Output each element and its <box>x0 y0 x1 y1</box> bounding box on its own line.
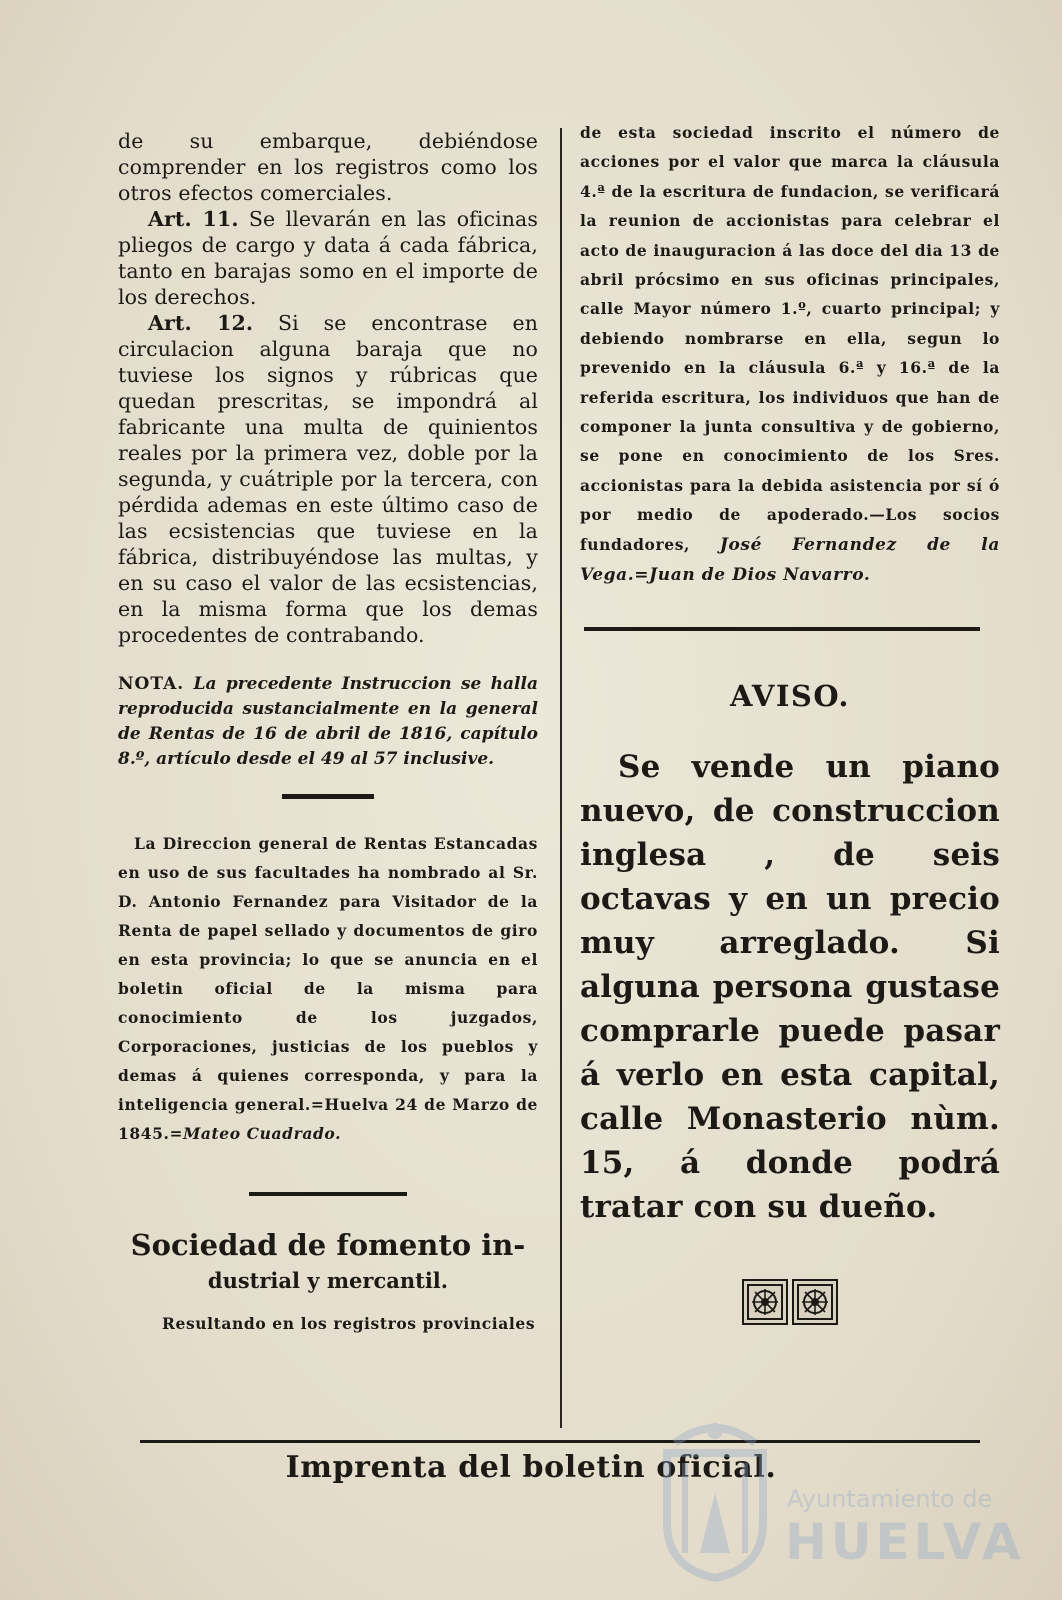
nota-label: NOTA. <box>118 674 185 694</box>
right-column <box>580 118 1000 1325</box>
aviso-title: AVISO. <box>729 678 851 713</box>
coat-of-arms-icon <box>655 1403 775 1583</box>
column-divider <box>560 128 562 1428</box>
sociedad-continuation-text: de esta sociedad inscrito el número de acciones por el valor que marca la cláusula 4.ª de la escritura de fundacion, se verificará la reunion de accionistas para celebrar el acto de inauguracion á las doce del dia 13 de abril prócsimo en sus oficinas principales, calle Mayor número 1.º, cuarto principal; y debiendo nombrarse en ella, segun lo prevenido en la cláusula 6.ª y 16.ª de la referida escritura, los individuos que han de componer la junta consultiva y de gobierno, se pone en conocimiento de los Sres. accionistas para la debida asistencia por sí ó por medio de apoderado.—Los socios fundadores, <box>580 123 1000 554</box>
resultando-text: Resultando en los registros provinciales <box>162 1314 536 1333</box>
left-column <box>118 128 538 1333</box>
sociedad-heading <box>118 1226 538 1298</box>
watermark <box>655 1395 1025 1595</box>
nota-text: La precedente Instruccion se halla reproducida sustancialmente en la general de Rentas de 16 de abril de 1816, capítulo 8.º, artículo desde el 49 al 57 inclusive. <box>118 674 538 769</box>
article-11 <box>118 206 538 310</box>
sociedad-heading-line2: dustrial y mercantil. <box>207 1268 449 1293</box>
ornament-group <box>580 1279 1000 1325</box>
direccion-notice <box>118 829 538 1148</box>
sociedad-heading-line1: Sociedad de fomento in- <box>130 1228 526 1262</box>
direccion-notice-signature: Mateo Cuadrado. <box>183 1124 342 1143</box>
article-12-label: Art. 12. <box>148 311 254 335</box>
direccion-notice-text: La Direccion general de Rentas Estancadas en uso de sus facultades ha nombrado al Sr. D. Antonio Fernandez para Visitador de la Renta de papel sellado y documentos de giro en esta provincia; lo que se anuncia en el boletin oficial de la misma para conocimiento de los juzgados, Corporaciones, justicias de los pueblos y demas á quienes corresponda, y para la inteligencia general.=Huelva 24 de Marzo de 1845.= <box>118 834 538 1143</box>
article-11-label: Art. 11. <box>148 207 239 231</box>
article-11-text: Se llevarán en las oficinas pliegos de cargo y data á cada fábrica, tanto en barajas somo en el importe de los derechos. <box>118 207 538 309</box>
section-rule <box>282 794 374 799</box>
socios-signatories: José Fernandez de la Vega.=Juan de Dios Navarro. <box>580 534 1000 586</box>
ornament-icon <box>792 1279 838 1325</box>
article-12 <box>118 310 538 648</box>
aviso-text: Se vende un piano nuevo, de construccion inglesa , de seis octavas y en un precio muy arreglado. Si alguna persona gustase comprarle puede pasar á verlo en esta capital, calle Monasterio nùm. 15, á donde podrá tratar con su dueño. <box>580 748 1000 1225</box>
imprint-line: Imprenta del boletin oficial. <box>285 1450 777 1485</box>
watermark-line2: HUELVA <box>785 1513 1025 1571</box>
article-12-text: Si se encontrase en circulacion alguna baraja que no tuviese los signos y rúbricas que quedan prescritas, se impondrá al fabricante una multa de quinientos reales por la primera vez, doble por la segunda, y cuátriple por la tercera, con pérdida ademas en este último caso de las ecsistencias que tuviese en la fábrica, distribuyéndose las multas, y en su caso el valor de las ecsistencias, en la misma forma que los demas procedentes de contrabando. <box>118 311 538 647</box>
paragraph-continuation: de su embarque, debiéndose comprender en los registros como los otros efectos comerciales. <box>118 129 538 205</box>
sociedad-continuation <box>580 118 1000 591</box>
ornament-icon <box>742 1279 788 1325</box>
watermark-line1: Ayuntamiento de <box>787 1485 993 1513</box>
section-rule-right <box>584 627 980 631</box>
nota-paragraph <box>118 672 538 772</box>
section-rule-2 <box>249 1192 407 1196</box>
